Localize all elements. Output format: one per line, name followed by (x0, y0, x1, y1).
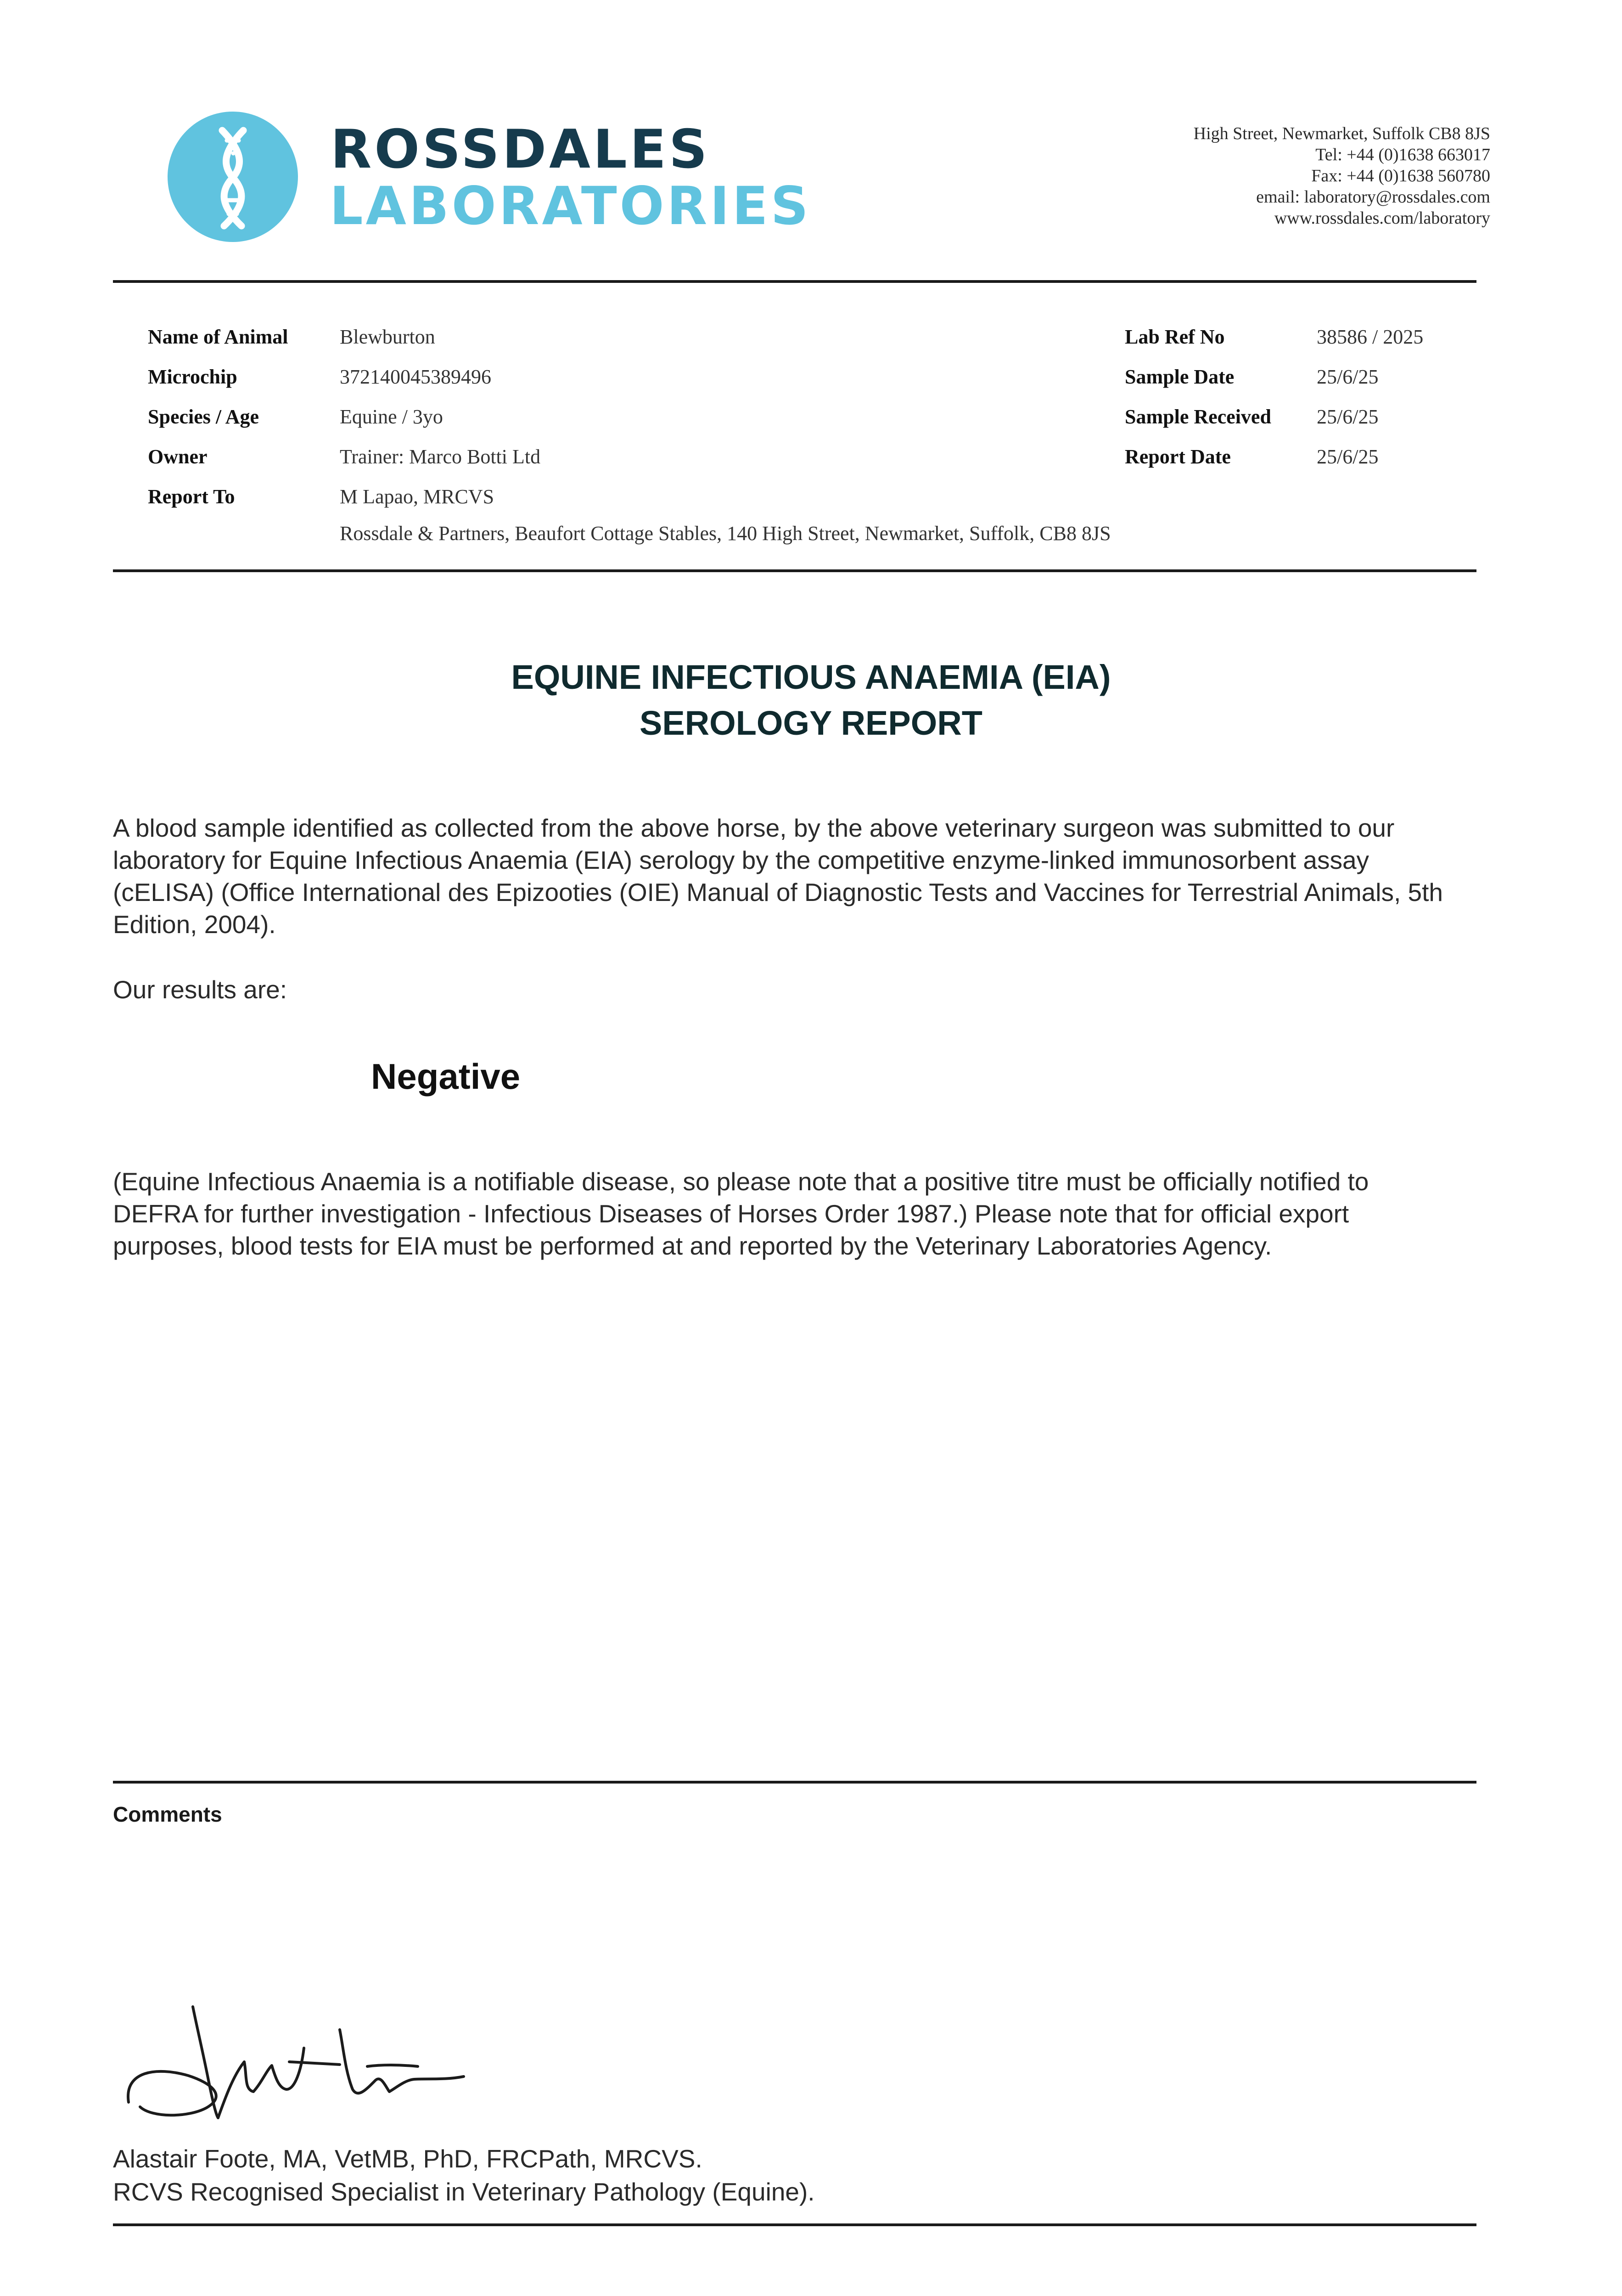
intro-line: Edition, 2004). (113, 910, 276, 939)
name-of-animal-label: Name of Animal (148, 326, 288, 348)
sample-received-label: Sample Received (1125, 405, 1271, 428)
report-to-label: Report To (148, 485, 235, 508)
handwritten-signature (124, 1998, 473, 2131)
footer-divider (113, 2223, 1476, 2226)
microchip-label: Microchip (148, 366, 237, 388)
signatory-title: RCVS Recognised Specialist in Veterinary Pathology (Equine). (113, 2178, 815, 2206)
owner-value: Trainer: Marco Botti Ltd (340, 445, 541, 468)
info-divider (113, 569, 1476, 572)
species-age-value: Equine / 3yo (340, 405, 443, 428)
species-age-label: Species / Age (148, 405, 259, 428)
owner-label: Owner (148, 445, 208, 468)
comments-divider (113, 1781, 1476, 1784)
sample-received-value: 25/6/25 (1317, 405, 1379, 428)
report-title-line-1: EQUINE INFECTIOUS ANAEMIA (EIA) (511, 658, 1111, 696)
sample-date-value: 25/6/25 (1317, 366, 1379, 388)
lab-ref-label: Lab Ref No (1125, 326, 1225, 348)
note-line: purposes, blood tests for EIA must be performed at and reported by the Veterinary Laboratories Agency. (113, 1232, 1272, 1260)
report-to-name: M Lapao, MRCVS (340, 485, 494, 508)
intro-line: A blood sample identified as collected from the above horse, by the above veterinary surgeon was submitted to our (113, 814, 1395, 842)
contact-website: www.rossdales.com/laboratory (1274, 208, 1490, 228)
note-line: (Equine Infectious Anaemia is a notifiable disease, so please note that a positive titre must be officially notified to (113, 1167, 1369, 1196)
report-to-address: Rossdale & Partners, Beaufort Cottage Stables, 140 High Street, Newmarket, Suffolk, CB8 8JS (340, 522, 1111, 545)
signatory-block (113, 2142, 815, 2208)
name-of-animal-value: Blewburton (340, 326, 435, 348)
dna-helix-icon (166, 110, 299, 243)
contact-email: email: laboratory@rossdales.com (1256, 187, 1490, 207)
intro-paragraph (113, 812, 1486, 940)
lab-ref-value: 38586 / 2025 (1317, 326, 1424, 348)
contact-block (1194, 123, 1490, 229)
microchip-value: 372140045389496 (340, 366, 491, 388)
contact-address: High Street, Newmarket, Suffolk CB8 8JS (1193, 124, 1490, 143)
test-result: Negative (371, 1056, 521, 1097)
report-date-label: Report Date (1125, 445, 1231, 468)
report-title-line-2: SEROLOGY REPORT (640, 704, 982, 742)
intro-line: (cELISA) (Office International des Epizooties (OIE) Manual of Diagnostic Tests and Vaccines for Terrestrial Animals, 5th (113, 878, 1443, 906)
notifiable-note (113, 1165, 1486, 1262)
contact-fax: Fax: +44 (0)1638 560780 (1311, 166, 1490, 186)
intro-line: laboratory for Equine Infectious Anaemia (EIA) serology by the competitive enzyme-linked immunosorbent assay (113, 846, 1369, 874)
contact-tel: Tel: +44 (0)1638 663017 (1315, 145, 1490, 164)
note-line: DEFRA for further investigation - Infectious Diseases of Horses Order 1987.) Please note that for official export (113, 1199, 1349, 1228)
brand-name-line-1: ROSSDALES (331, 118, 710, 180)
report-date-value: 25/6/25 (1317, 445, 1379, 468)
brand-name-line-2: LABORATORIES (330, 175, 811, 236)
header-divider (113, 280, 1476, 283)
comments-label: Comments (113, 1802, 222, 1826)
sample-date-label: Sample Date (1125, 366, 1235, 388)
signatory-name: Alastair Foote, MA, VetMB, PhD, FRCPath, MRCVS. (113, 2144, 702, 2173)
results-intro: Our results are: (113, 975, 287, 1004)
